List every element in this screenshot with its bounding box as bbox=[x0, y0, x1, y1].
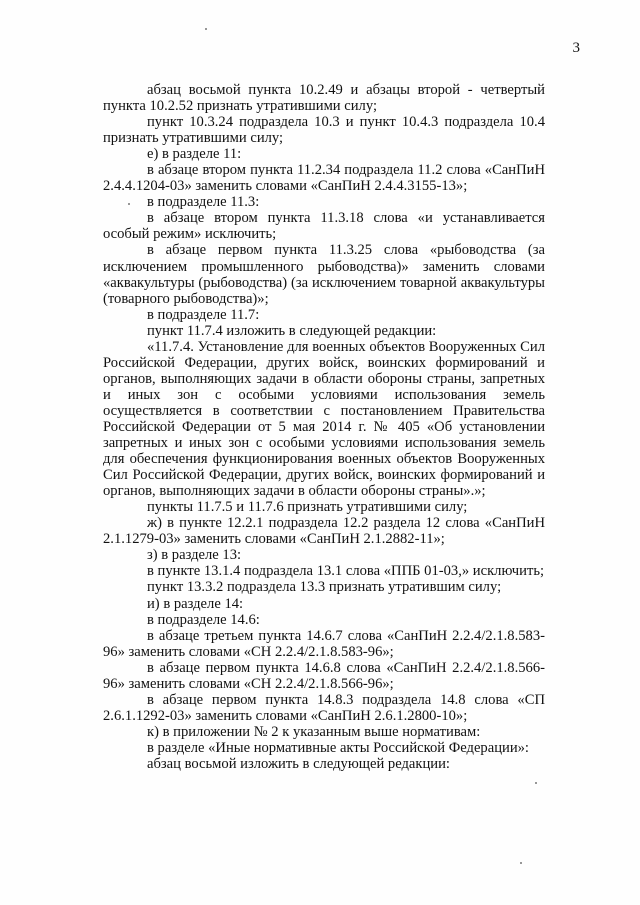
paragraph: в пункте 13.1.4 подраздела 13.1 слова «ППБ 01-03,» исключить; bbox=[147, 563, 545, 580]
paragraph: пункт 11.7.4 изложить в следующей редакции: bbox=[147, 322, 437, 339]
paragraph: в абзаце втором пункта 11.2.34 подраздела 11.2 слова «СанПиН 2.4.4.1204-03» заменить словами «СанПиН 2.4.4.3155-13»; bbox=[103, 162, 545, 195]
paragraph: в абзаце первом пункта 14.8.3 подраздела 14.8 слова «СП 2.6.1.1292-03» заменить словами «СанПиН 2.6.1.2800-10»; bbox=[103, 691, 545, 724]
paragraph: е) в разделе 11: bbox=[147, 146, 242, 163]
paragraph: пункты 11.7.5 и 11.7.6 признать утратившими силу; bbox=[147, 499, 468, 516]
paragraph: абзац восьмой изложить в следующей редакции: bbox=[147, 755, 450, 772]
page-number: 3 bbox=[572, 40, 580, 56]
paragraph: з) в разделе 13: bbox=[147, 547, 242, 564]
scan-speck bbox=[205, 28, 207, 30]
paragraph: в абзаце третьем пункта 14.6.7 слова «СанПиН 2.2.4/2.1.8.583-96» заменить словами «СН 2.2.4/2.1.8.583-96»; bbox=[103, 627, 545, 660]
paragraph: в подразделе 11.3: bbox=[147, 194, 260, 211]
paragraph: пункт 10.3.24 подраздела 10.3 и пункт 10.4.3 подраздела 10.4 признать утратившими силу; bbox=[103, 114, 545, 147]
paragraph: «11.7.4. Установление для военных объектов Вооруженных Сил Российской Федерации, других войск, воинских формирований и органов, выполняющих задачи в области обороны страны, запретных и иных зон с особыми условиями использования земель осуществляется в соответствии с постановлением Правительства Российской Федерации от 5 мая 2014 г. № 405 «Об установлении запретных и иных зон с особыми условиями использования земель для обеспечения функционирования военных объектов Вооруженных Сил Российской Федерации, других войск, воинских формирований и органов, выполняющих задачи в области обороны страны».»; bbox=[103, 338, 545, 500]
paragraph: в абзаце первом пункта 11.3.25 слова «рыбоводства (за исключением промышленного рыбоводства)» заменить словами «аквакультуры (рыбоводства) (за исключением товарной аквакультуры (товарного рыбоводства)»; bbox=[103, 242, 545, 307]
paragraph: в подразделе 14.6: bbox=[147, 611, 260, 628]
scan-speck bbox=[535, 782, 537, 784]
paragraph: в подразделе 11.7: bbox=[147, 306, 260, 323]
paragraph: к) в приложении № 2 к указанным выше нормативам: bbox=[147, 723, 481, 740]
paragraph: в абзаце первом пункта 14.6.8 слова «СанПиН 2.2.4/2.1.8.566-96» заменить словами «СН 2.2.4/2.1.8.566-96»; bbox=[103, 659, 545, 692]
document-body bbox=[103, 82, 545, 772]
paragraph: пункт 13.3.2 подраздела 13.3 признать утратившим силу; bbox=[147, 579, 502, 596]
paragraph: ж) в пункте 12.2.1 подраздела 12.2 раздела 12 слова «СанПиН 2.1.1279-03» заменить словами «СанПиН 2.1.2882-11»; bbox=[103, 515, 545, 548]
scan-speck bbox=[128, 203, 130, 205]
scan-speck bbox=[520, 862, 522, 864]
paragraph: и) в разделе 14: bbox=[147, 595, 244, 612]
paragraph: в разделе «Иные нормативные акты Российской Федерации»: bbox=[147, 739, 529, 756]
paragraph: в абзаце втором пункта 11.3.18 слова «и устанавливается особый режим» исключить; bbox=[103, 210, 545, 243]
paragraph: абзац восьмой пункта 10.2.49 и абзацы второй - четвертый пункта 10.2.52 признать утратившими силу; bbox=[103, 82, 545, 115]
